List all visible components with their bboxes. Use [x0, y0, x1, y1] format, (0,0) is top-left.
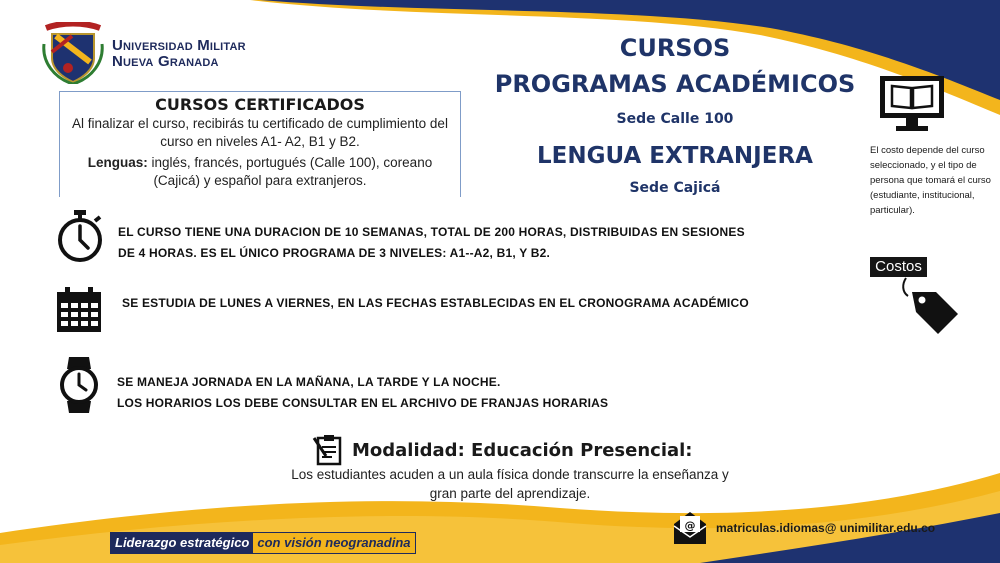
title-programas-academicos: PROGRAMAS ACADÉMICOS [494, 70, 856, 98]
certificados-description: Al finalizar el curso, recibirás tu certificado de cumplimiento del curso en niveles A1- A2, B1 y B2. [72, 116, 448, 149]
university-shield-logo [42, 22, 104, 84]
university-name-line2: Nueva Granada [112, 53, 219, 70]
wristwatch-icon [58, 355, 100, 415]
info-dias: SE ESTUDIA DE LUNES A VIERNES, EN LAS FECHAS ESTABLECIDAS EN EL CRONOGRAMA ACADÉMICO [122, 296, 749, 310]
university-name-line1: Universidad Militar [112, 37, 246, 54]
info-jornada-line2: LOS HORARIOS LOS DEBE CONSULTAR EN EL ARCHIVO DE FRANJAS HORARIAS [117, 396, 609, 410]
subtitle-sede-cajica: Sede Cajicá [629, 180, 721, 196]
svg-text:@: @ [684, 519, 696, 532]
university-name [112, 38, 246, 70]
lenguas-text: inglés, francés, portugués (Calle 100), coreano (Cajicá) y español para extranjeros. [151, 155, 433, 188]
certificados-lenguas [60, 154, 460, 190]
title-lengua-extranjera: LENGUA EXTRANJERA [537, 143, 813, 169]
slogan-part1: Liderazgo estratégico [111, 533, 253, 553]
slogan-banner [110, 532, 416, 554]
stopwatch-icon [55, 208, 105, 264]
info-jornada [117, 372, 737, 414]
costos-label: Costos [870, 257, 927, 277]
title-cursos: CURSOS [619, 34, 731, 62]
monitor-book-icon [878, 74, 946, 134]
email-icon [672, 510, 708, 546]
clipboard-pen-icon [312, 434, 344, 466]
costos-note: El costo depende del curso seleccionado, y el tipo de persona que tomará el curso (estudiante, institucional, particular). [870, 145, 991, 216]
modalidad-title: Modalidad: Educación Presencial: [352, 440, 693, 461]
info-jornada-line1: SE MANEJA JORNADA EN LA MAÑANA, LA TARDE Y LA NOCHE. [117, 375, 501, 389]
email-address[interactable]: matriculas.idiomas@ unimilitar.edu.co [716, 521, 936, 535]
certificados-title: CURSOS CERTIFICADOS [155, 95, 365, 114]
certificados-box [59, 91, 461, 197]
lenguas-label: Lenguas: [87, 155, 148, 170]
subtitle-sede-calle-100: Sede Calle 100 [616, 111, 734, 127]
slogan-part2: con visión neogranadina [253, 533, 414, 553]
price-tag-icon [900, 276, 962, 338]
info-duracion: EL CURSO TIENE UNA DURACION DE 10 SEMANAS, TOTAL DE 200 HORAS, DISTRIBUIDAS EN SESIONES DE 4 HORAS. ES EL ÚNICO PROGRAMA DE 3 NIVELES: A1--A2, B1, Y B2. [118, 225, 745, 260]
calendar-icon [55, 286, 103, 334]
modalidad-description: Los estudiantes acuden a un aula física donde transcurre la enseñanza y gran parte del aprendizaje. [291, 467, 729, 501]
